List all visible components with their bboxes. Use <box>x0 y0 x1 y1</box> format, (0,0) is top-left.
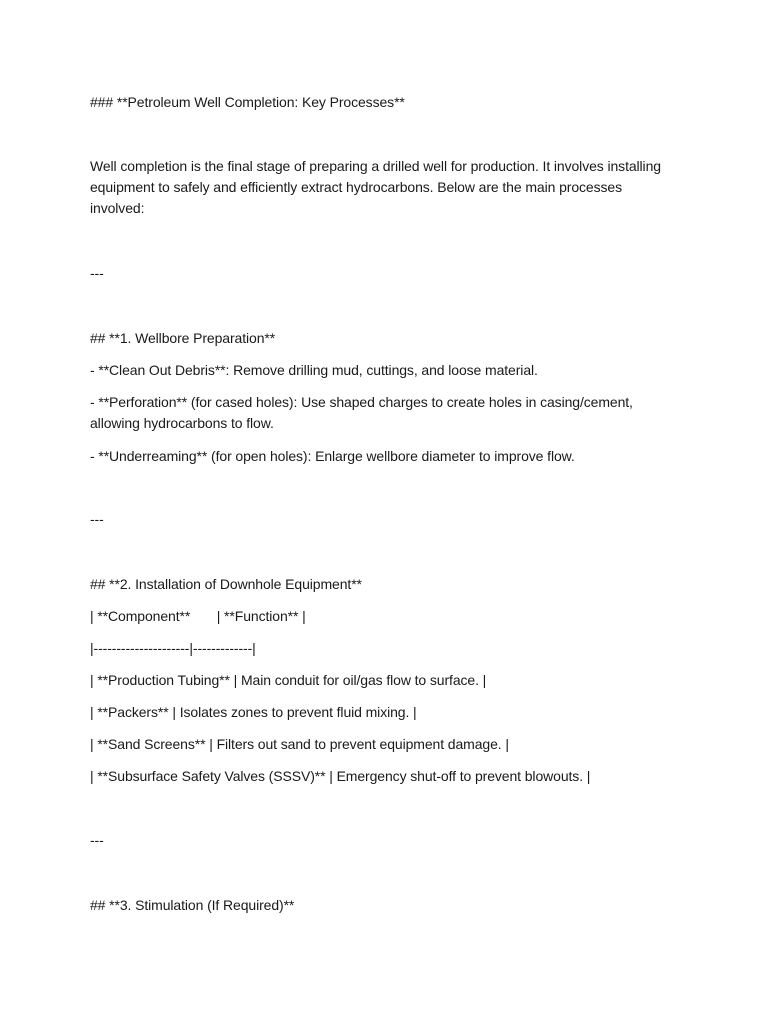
section-heading-downhole-equipment: ## **2. Installation of Downhole Equipment** <box>90 576 362 592</box>
separator-3: --- <box>90 832 104 848</box>
section-heading-stimulation: ## **3. Stimulation (If Required)** <box>90 897 295 913</box>
document-title: ### **Petroleum Well Completion: Key Processes** <box>90 94 405 110</box>
bullet-underreaming: - **Underreaming** (for open holes): Enlarge wellbore diameter to improve flow. <box>90 448 575 464</box>
table-row: | **Subsurface Safety Valves (SSSV)** | Emergency shut-off to prevent blowouts. | <box>90 768 591 784</box>
separator-2: --- <box>90 511 104 527</box>
section-heading-wellbore-preparation: ## **1. Wellbore Preparation** <box>90 330 276 346</box>
bullet-perforation: - **Perforation** (for cased holes): Use shaped charges to create holes in casing/cement, allowing hydrocarbons to flow. <box>90 394 633 431</box>
table-row: | **Production Tubing** | Main conduit for oil/gas flow to surface. | <box>90 672 487 688</box>
intro-paragraph: Well completion is the final stage of preparing a drilled well for production. It involves installing equipment to safely and efficiently extract hydrocarbons. Below are the main processes involved: <box>90 158 661 216</box>
table-header-row: | **Component** | **Function** | <box>90 608 306 624</box>
bullet-clean-out-debris: - **Clean Out Debris**: Remove drilling mud, cuttings, and loose material. <box>90 362 538 378</box>
table-row: | **Packers** | Isolates zones to prevent fluid mixing. | <box>90 704 417 720</box>
table-row: | **Sand Screens** | Filters out sand to prevent equipment damage. | <box>90 736 509 752</box>
separator-1: --- <box>90 265 104 281</box>
table-divider-row: |---------------------|-------------| <box>90 640 256 656</box>
